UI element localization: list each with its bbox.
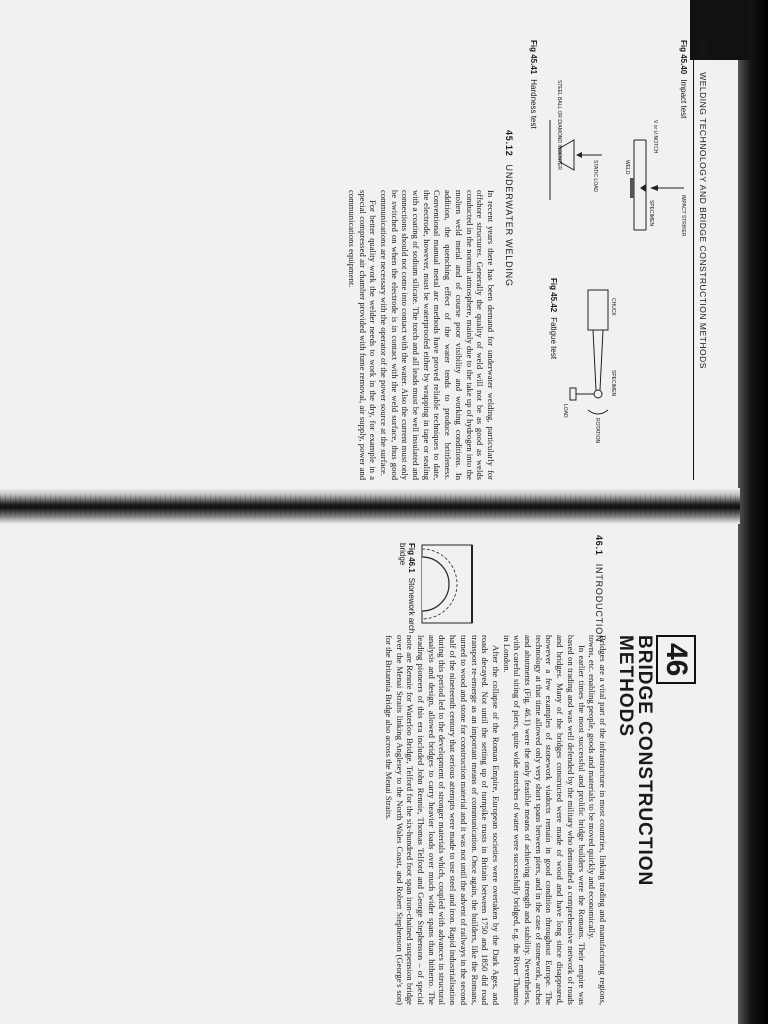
page-chapter-46 xyxy=(383,535,708,1005)
label-fatigue-specimen: SPECIMEN xyxy=(610,370,616,397)
gutter-texture xyxy=(0,495,740,517)
fatigue-test-diagram xyxy=(558,270,638,470)
stonework-arch-diagram xyxy=(418,543,478,627)
section-heading-46-1: 46.1INTRODUCTION xyxy=(594,535,604,643)
hardness-test-diagram xyxy=(528,80,608,230)
page-556 xyxy=(248,40,708,480)
figure-caption-45-40: Fig 45.40Impact test xyxy=(679,40,688,119)
chapter-number-box: 46 xyxy=(656,635,696,684)
label-weld: WELD xyxy=(624,160,630,175)
paragraph: Bridges are a vital part of the infrastructure in most countries, linking trading and manufacturing regions, towns, etc. enabling people, goods and materials to be moved quickly and economically. xyxy=(587,635,608,1005)
label-indenter: STEEL BALL OR DIAMOND INDENTER xyxy=(556,80,562,170)
chapter-title: BRIDGE CONSTRUCTION METHODS xyxy=(615,635,655,887)
paragraph: For better quality work the welder needs to work in the dry, for example in a special compressed air chamber provided with fume removal, air supply, power and communications equipment. xyxy=(346,190,379,480)
running-head xyxy=(693,40,708,480)
figure-caption-45-42: Fig 45.42Fatigue test xyxy=(549,278,558,360)
paragraph: After the collapse of the Roman Empire, European societies were overtaken by the Dark Ages, and roads decayed. Not until the setting up of turnpike trusts in Britain between 1750 and 1850 did road transport re-emerge as an important means of communication. Once again, the builders, like the Romans, turned to wood and stone for construction material and it was not until the advent of railways in the second half of the nineteenth century that serious attempts were made to use steel and iron. Rapid industrialisation during this period led to the development of stronger materials which, coupled with advances in structural analysis and design, allowed bridges to carry heavier loads over much wider spans than hitherto. The leading pioneers of this era included John Rennie, Thomas Telford and George Stephenson – of special note are Rennie for Waterloo Bridge, Telford for the six-hundred foot span iron-chained suspension bridge over the Menai Straits linking Anglesey to the North Wales Coast, and Robert Stephenson (George's son) for the Britannia Bridge also across the Menai Straits. xyxy=(383,635,501,1005)
label-rotation: ROTATION xyxy=(594,418,600,444)
paragraph: In recent years there has been demand for underwater welding, particularly for offshore structures. Generally the quality of weld will not be as good as welds conducted in the normal atmosphere, mainly due to the take up of hydrogen into the molten weld metal and of course poor visibility and working conditions. In addition, the quenching effect of the water tends to produce brittleness. Conventional manual metal arc methods have proved reliable techniques to date, the electrode, however, must be waterproofed either by wrapping in tape or sealing with a coating of sodium silicate. The torch and all leads must be well insulated and connections should not come into contact with the water. Also the current must only be switched on when the electrode is in contact with the weld surface, thus good communications are necessary with the operator of the power source at the surface. xyxy=(378,190,496,480)
label-notch: V or U NOTCH xyxy=(652,120,658,154)
figure-caption-46-1: Fig 46.1Stonework arch bridge xyxy=(398,543,416,634)
figure-caption-45-41: Fig 45.41Hardness test xyxy=(529,40,538,129)
label-load: LOAD xyxy=(562,404,568,418)
page-number: 556 xyxy=(697,40,708,59)
paragraph: In earlier times the most successful and prolific bridge builders were the Romans. Their empire was based on trading and was well defended by the military who demanded a comprehensive network of roads and bridges. Many of the bridges constructed were made of wood and have long since disappeared, however a few examples of stonework viaducts remain in good condition throughout Europe. The technology at that time allowed only very short spans between piers, and in the case of stonework, arches and abutments (Fig. 46.1) were the only feasible means of achieving strength and stability. Nevertheless, with careful siting of piers, quite wide stretches of water were successfully bridged, e.g. the River Thames in London. xyxy=(501,635,587,1005)
label-specimen: SPECIMEN xyxy=(648,200,654,227)
label-impact-striker: IMPACT STRIKER xyxy=(680,195,686,237)
running-head-title: WELDING TECHNOLOGY AND BRIDGE CONSTRUCTION METHODS xyxy=(698,72,708,369)
label-static-load: STATIC LOAD xyxy=(592,160,598,193)
underwater-welding-text xyxy=(346,190,496,480)
introduction-text xyxy=(383,635,608,1005)
label-chuck: CHUCK xyxy=(610,298,616,316)
section-heading-45-12: 45.12UNDERWATER WELDING xyxy=(504,130,514,287)
impact-test-diagram xyxy=(624,100,694,280)
book-edge-shadow xyxy=(738,0,768,1024)
